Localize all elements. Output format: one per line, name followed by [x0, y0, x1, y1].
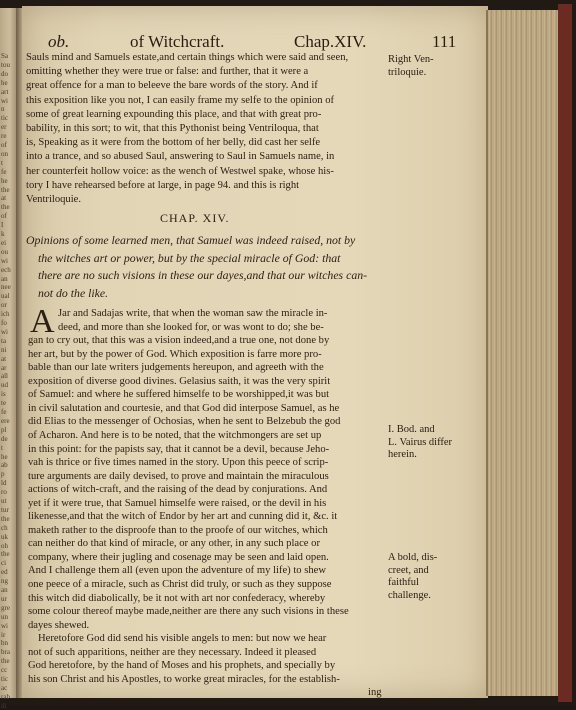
prev-page-fragment: ere: [1, 416, 10, 425]
text-line: omitting whether they were true or false: and further, that it were a: [26, 66, 309, 78]
margin-note-line: triloquie.: [388, 66, 427, 78]
prev-page-fragment: n: [1, 105, 5, 114]
prev-page-fragment: fe: [1, 167, 7, 176]
prev-page-fragment: all: [1, 372, 8, 381]
prev-page-fragment: ch: [1, 523, 8, 532]
prev-page-fragment: the: [1, 203, 10, 212]
prev-page-fragment: of: [1, 212, 7, 221]
prev-page-fragment: the: [1, 185, 10, 194]
prev-page-fragment: ld: [1, 479, 7, 488]
margin-note-line: I. Bod. and: [388, 424, 435, 435]
text-line: company, where their jugling and cosenage may be seen and laid open.: [28, 551, 329, 563]
margin-note-line: herein.: [388, 449, 417, 460]
prev-page-fragment: is: [1, 390, 6, 399]
prev-page-fragment: ro: [1, 488, 7, 497]
prev-page-fragment: or: [1, 301, 7, 310]
prev-page-fragment: at: [1, 354, 7, 363]
prev-page-fragment: gre: [1, 603, 10, 612]
prev-page-fragment: ual: [1, 292, 10, 301]
text-line: exposition of diverse good divines. Gelasius saith, it was the very spirit: [28, 375, 331, 387]
prev-page-fragment: rab: [1, 692, 10, 701]
prev-page-fragment: ich: [1, 310, 10, 319]
text-line: actions of witch-craft, and the raising of the dead by conjurations. And: [28, 484, 328, 496]
prev-page-fragment: he: [1, 176, 8, 185]
prev-page-fragment: er: [1, 123, 7, 132]
prev-page-fragment: bn: [1, 639, 8, 648]
prev-page-fragment: the: [1, 657, 10, 666]
text-line: of Acharon. And here is to be noted, that the witchmongers are set up: [28, 429, 322, 441]
prev-page-fragment: ci: [1, 559, 7, 568]
text-line: gan to cry out, that this was a vision indeed,and a true one, not done by: [28, 335, 330, 347]
prev-page-fragment: ur: [1, 594, 7, 603]
text-line: tory I have rehearsed before at large, in page 94. and this is right: [26, 179, 300, 191]
text-line: likenesse,and that the witch of Endor by her art and cunning did it, &c. it: [28, 511, 338, 523]
text-line: this witch did diabolically, be it not with art nor confederacy, whereby: [28, 592, 326, 604]
prev-page-fragment: tur: [1, 505, 9, 514]
prev-page-fragment: ta: [1, 336, 7, 345]
text-line: not do the like.: [38, 285, 109, 300]
drop-cap: A: [30, 303, 55, 340]
prev-page-fragment: re: [1, 132, 7, 141]
text-line: did Elias to the messenger of Ochosias, when he sent to Belzebub the god: [28, 416, 341, 428]
prev-page-fragment: ou: [1, 247, 8, 256]
prev-page-fragment: the: [1, 550, 10, 559]
prev-page-fragment: fe: [1, 408, 7, 416]
text-line: this exposition like you not, I can easily frame my selfe to the opinion of: [26, 94, 335, 106]
text-line: yet if it were true, that Samuel himselfe were raised, or the devil in his: [28, 497, 327, 509]
text-line: vah is thrice or five times named in the story. Upon this peece of scrip-: [28, 457, 329, 469]
prev-page-fragment: do: [1, 69, 8, 78]
margin-note-line: L. Vairus differ: [388, 436, 453, 448]
prev-page-fragment: bra: [1, 648, 10, 657]
text-line: Ventriloquie.: [26, 194, 82, 205]
book-cover-edge: [558, 4, 572, 702]
text-line: in this point: for the papists say, that it cannot be a devil, because Jeho-: [28, 443, 330, 455]
prev-page-fragment: nee: [1, 283, 11, 292]
prev-page-fragment: an: [1, 274, 8, 283]
text-line: maketh rather to the disproofe than to the proofe of our witches, which: [28, 524, 328, 536]
prev-page-fragment: I: [1, 221, 4, 230]
prev-page-fragment: fo: [1, 319, 7, 327]
prev-page-fragment: at: [1, 194, 7, 203]
text-line: bable than our late writers judgements hereupon, and agreeth with the: [28, 362, 324, 374]
prev-page-fragment: he: [1, 78, 8, 87]
text-line: Opinions of some learned men, that Samuel was indeed raised, not by: [26, 233, 356, 247]
prev-page-fragment: of: [1, 141, 7, 149]
margin-note-line: Right Ven-: [388, 54, 434, 65]
text-line: some of great learning expounding this place, and that with great pro-: [26, 108, 322, 120]
prev-page-fragment: p: [1, 470, 5, 479]
prev-page-fragment: ir: [1, 630, 6, 639]
margin-note-line: A bold, dis-: [388, 552, 438, 563]
text-line: his son Christ and his Apostles, to worke great miracles, for the establish-: [28, 673, 340, 685]
prev-page-fragment: ni: [1, 345, 7, 354]
text-line: great offence for a man to beleeve the bare words of the story. And if: [26, 80, 318, 92]
prev-page-fragment: t: [1, 158, 3, 167]
prev-page-fragment: te: [1, 399, 7, 408]
text-line: her art, but by the power of God. Which exposition is farre more pro-: [28, 348, 322, 360]
page-number: 111: [432, 32, 457, 51]
text-line: dayes shewed.: [28, 619, 90, 631]
chapter-header: Chap.XIV.: [294, 32, 367, 51]
prev-page-fragment: wi: [1, 621, 8, 630]
previous-page-edge: [0, 8, 16, 710]
prev-page-fragment: he: [1, 452, 8, 461]
text-line: is, Speaking as it were from the bottom of her belly, did cast her selfe: [26, 137, 321, 149]
prev-page-fragment: uk: [1, 532, 8, 541]
book-page: [22, 6, 488, 698]
prev-page-fragment: the: [1, 514, 10, 523]
text-line: Heretofore God did send his visible angels to men: but now we hear: [38, 633, 327, 645]
text-line: her counterfeit hollow voice: as the wench of Westwel spake, whose his-: [26, 165, 334, 177]
text-line: the witches art or power, but by the special miracle of God: that: [38, 250, 341, 265]
prev-page-fragment: ut: [1, 497, 7, 505]
prev-page-fragment: ech: [1, 265, 11, 274]
text-line: ing: [368, 687, 382, 699]
prev-page-fragment: t: [1, 443, 3, 452]
prev-page-fragment: k: [1, 230, 5, 238]
prev-page-fragment: wi: [1, 256, 8, 265]
prev-page-fragment: un: [1, 612, 8, 621]
text-line: some colour thereof maybe made,neither are there any such visions in these: [28, 606, 349, 618]
text-line: there are no such visions in these our dayes,and that our witches can-: [38, 268, 368, 282]
text-line: Sauls mind and Samuels estate,and certain things which were said and seen,: [26, 52, 349, 63]
prev-page-fragment: cc: [1, 666, 8, 675]
prev-page-fragment: tou: [1, 60, 10, 69]
prev-page-fragment: ei: [1, 238, 7, 247]
prev-page-fragment: art: [1, 87, 9, 96]
header-fragment: ob.: [48, 32, 70, 51]
prev-page-fragment: wi: [1, 327, 8, 336]
text-line: ture arguments are daily devised, to prove and maintain the miraculous: [28, 470, 329, 482]
prev-page-fragment: pl: [1, 425, 7, 434]
running-title: of Witchcraft.: [130, 32, 225, 51]
prev-page-fragment: on: [1, 149, 8, 158]
margin-note-line: creet, and: [388, 564, 429, 576]
text-line: in civil salutation and courtesie, and that God did interpose Samuel, as he: [28, 402, 340, 414]
text-line: of Samuel: and where he suffered himselfe to be worshipped,it was but: [28, 389, 330, 401]
prev-page-fragment: oh: [1, 541, 8, 550]
prev-page-fragment: ng: [1, 577, 8, 586]
prev-page-fragment: ud: [1, 381, 8, 390]
text-line: not of such apparitions, neither are they necessary. Indeed it pleased: [28, 646, 317, 658]
prev-page-fragment: ar: [1, 363, 7, 372]
prev-page-fragment: di: [1, 701, 7, 710]
text-line: Jar and Sadajas write, that when the woman saw the miracle in-: [58, 308, 328, 319]
prev-page-fragment: ac: [1, 683, 8, 692]
text-line: one peece of a miracle, such as Christ did truly, or such as they suppose: [28, 579, 332, 590]
text-line: And I challenge them all (even upon the adventure of my life) to shew: [28, 565, 326, 577]
prev-page-fragment: an: [1, 586, 8, 594]
prev-page-fragment: ed: [1, 568, 8, 577]
text-line: into a trance, and so abused Saul, answering to Saul in Samuels name, in: [26, 151, 335, 163]
margin-note-line: challenge.: [388, 589, 431, 601]
text-line: can neither do that kind of miracle, or any other, in any such place or: [28, 538, 320, 550]
page-stack-edges: [486, 10, 560, 696]
prev-page-fragment: ab: [1, 461, 8, 470]
chapter-heading: CHAP. XIV.: [160, 211, 230, 225]
prev-page-fragment: wi: [1, 96, 8, 105]
prev-page-fragment: tic: [1, 675, 8, 683]
text-line: deed, and more than she looked for, or was wont to do; she be-: [58, 321, 324, 333]
prev-page-fragment: tic: [1, 114, 8, 123]
prev-page-fragment: de: [1, 434, 8, 443]
prev-page-fragment: Sa: [1, 52, 8, 60]
text-line: bability, in this sort; to wit, that this Pythonist being Ventriloqua, that: [26, 123, 319, 134]
margin-note-line: faithful: [388, 577, 419, 588]
text-line: God heretofore, by the hand of Moses and his prophets, and specially by: [28, 660, 336, 672]
